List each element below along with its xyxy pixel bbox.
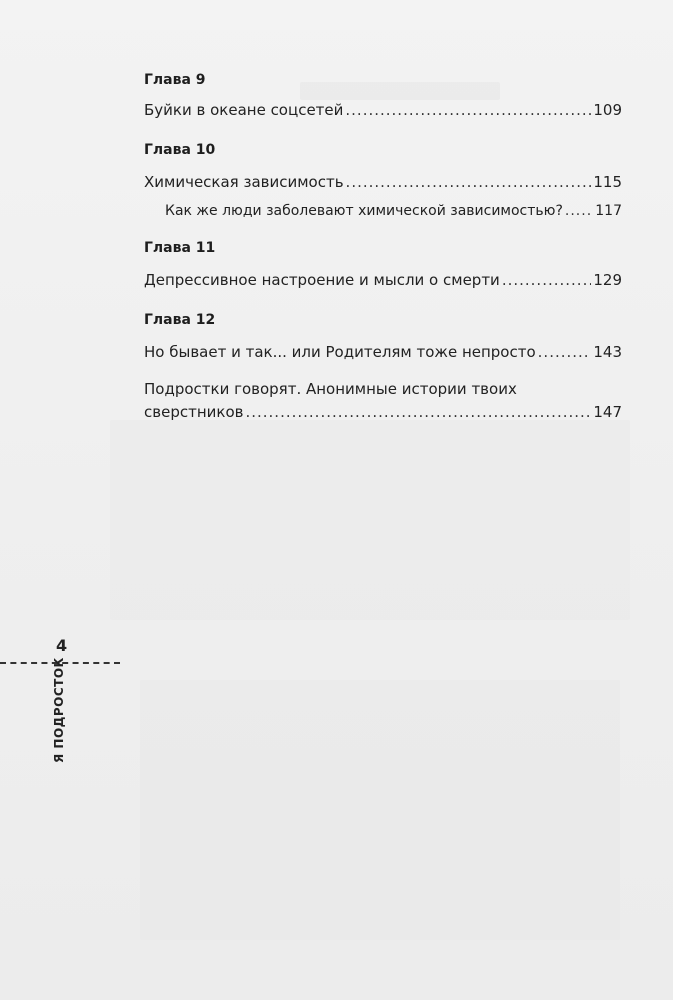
leader-dots <box>245 403 591 421</box>
toc-entry-page: 115 <box>593 173 622 191</box>
chapter-10-heading: Глава 10 <box>144 142 216 158</box>
toc-entry-stories-line-1[interactable]: Подростки говорят. Анонимные истории твоих <box>144 380 517 398</box>
running-title-text: Я ПОДРОСТОК <box>52 657 66 763</box>
toc-entry-chapter-12[interactable] <box>144 343 622 361</box>
bleed-through-block <box>110 420 630 620</box>
toc-entry-page: 147 <box>593 403 622 421</box>
leader-dots <box>346 173 592 191</box>
page-number: 4 <box>56 636 68 655</box>
toc-subentry-title: Как же люди заболевают химической зависимостью? <box>165 203 563 219</box>
chapter-11-heading: Глава 11 <box>144 240 216 256</box>
toc-entry-title: Но бывает и так... или Родителям тоже непросто <box>144 343 536 361</box>
toc-subentry-page: 117 <box>595 203 622 219</box>
bleed-through-lower <box>140 680 620 940</box>
leader-dots <box>565 203 593 219</box>
leader-dots <box>345 101 591 119</box>
toc-entry-page: 143 <box>593 343 622 361</box>
toc-entry-page: 129 <box>593 271 622 289</box>
chapter-12-heading: Глава 12 <box>144 312 216 328</box>
toc-entry-chapter-11[interactable] <box>144 271 622 289</box>
toc-entry-title: Буйки в океане соцсетей <box>144 101 344 119</box>
toc-entry-chapter-10[interactable] <box>144 173 622 191</box>
running-title <box>52 657 68 775</box>
leader-dots <box>538 343 592 361</box>
toc-entry-title: Депрессивное настроение и мысли о смерти <box>144 271 500 289</box>
toc-entry-title: сверстников <box>144 403 244 421</box>
toc-entry-chapter-9[interactable] <box>144 101 622 119</box>
toc-subentry-chapter-10[interactable] <box>165 203 622 219</box>
toc-entry-title: Химическая зависимость <box>144 173 344 191</box>
toc-entry-stories[interactable] <box>144 403 622 421</box>
chapter-9-heading: Глава 9 <box>144 72 206 88</box>
leader-dots <box>502 271 592 289</box>
bleed-through-title <box>300 82 500 100</box>
toc-entry-page: 109 <box>593 101 622 119</box>
